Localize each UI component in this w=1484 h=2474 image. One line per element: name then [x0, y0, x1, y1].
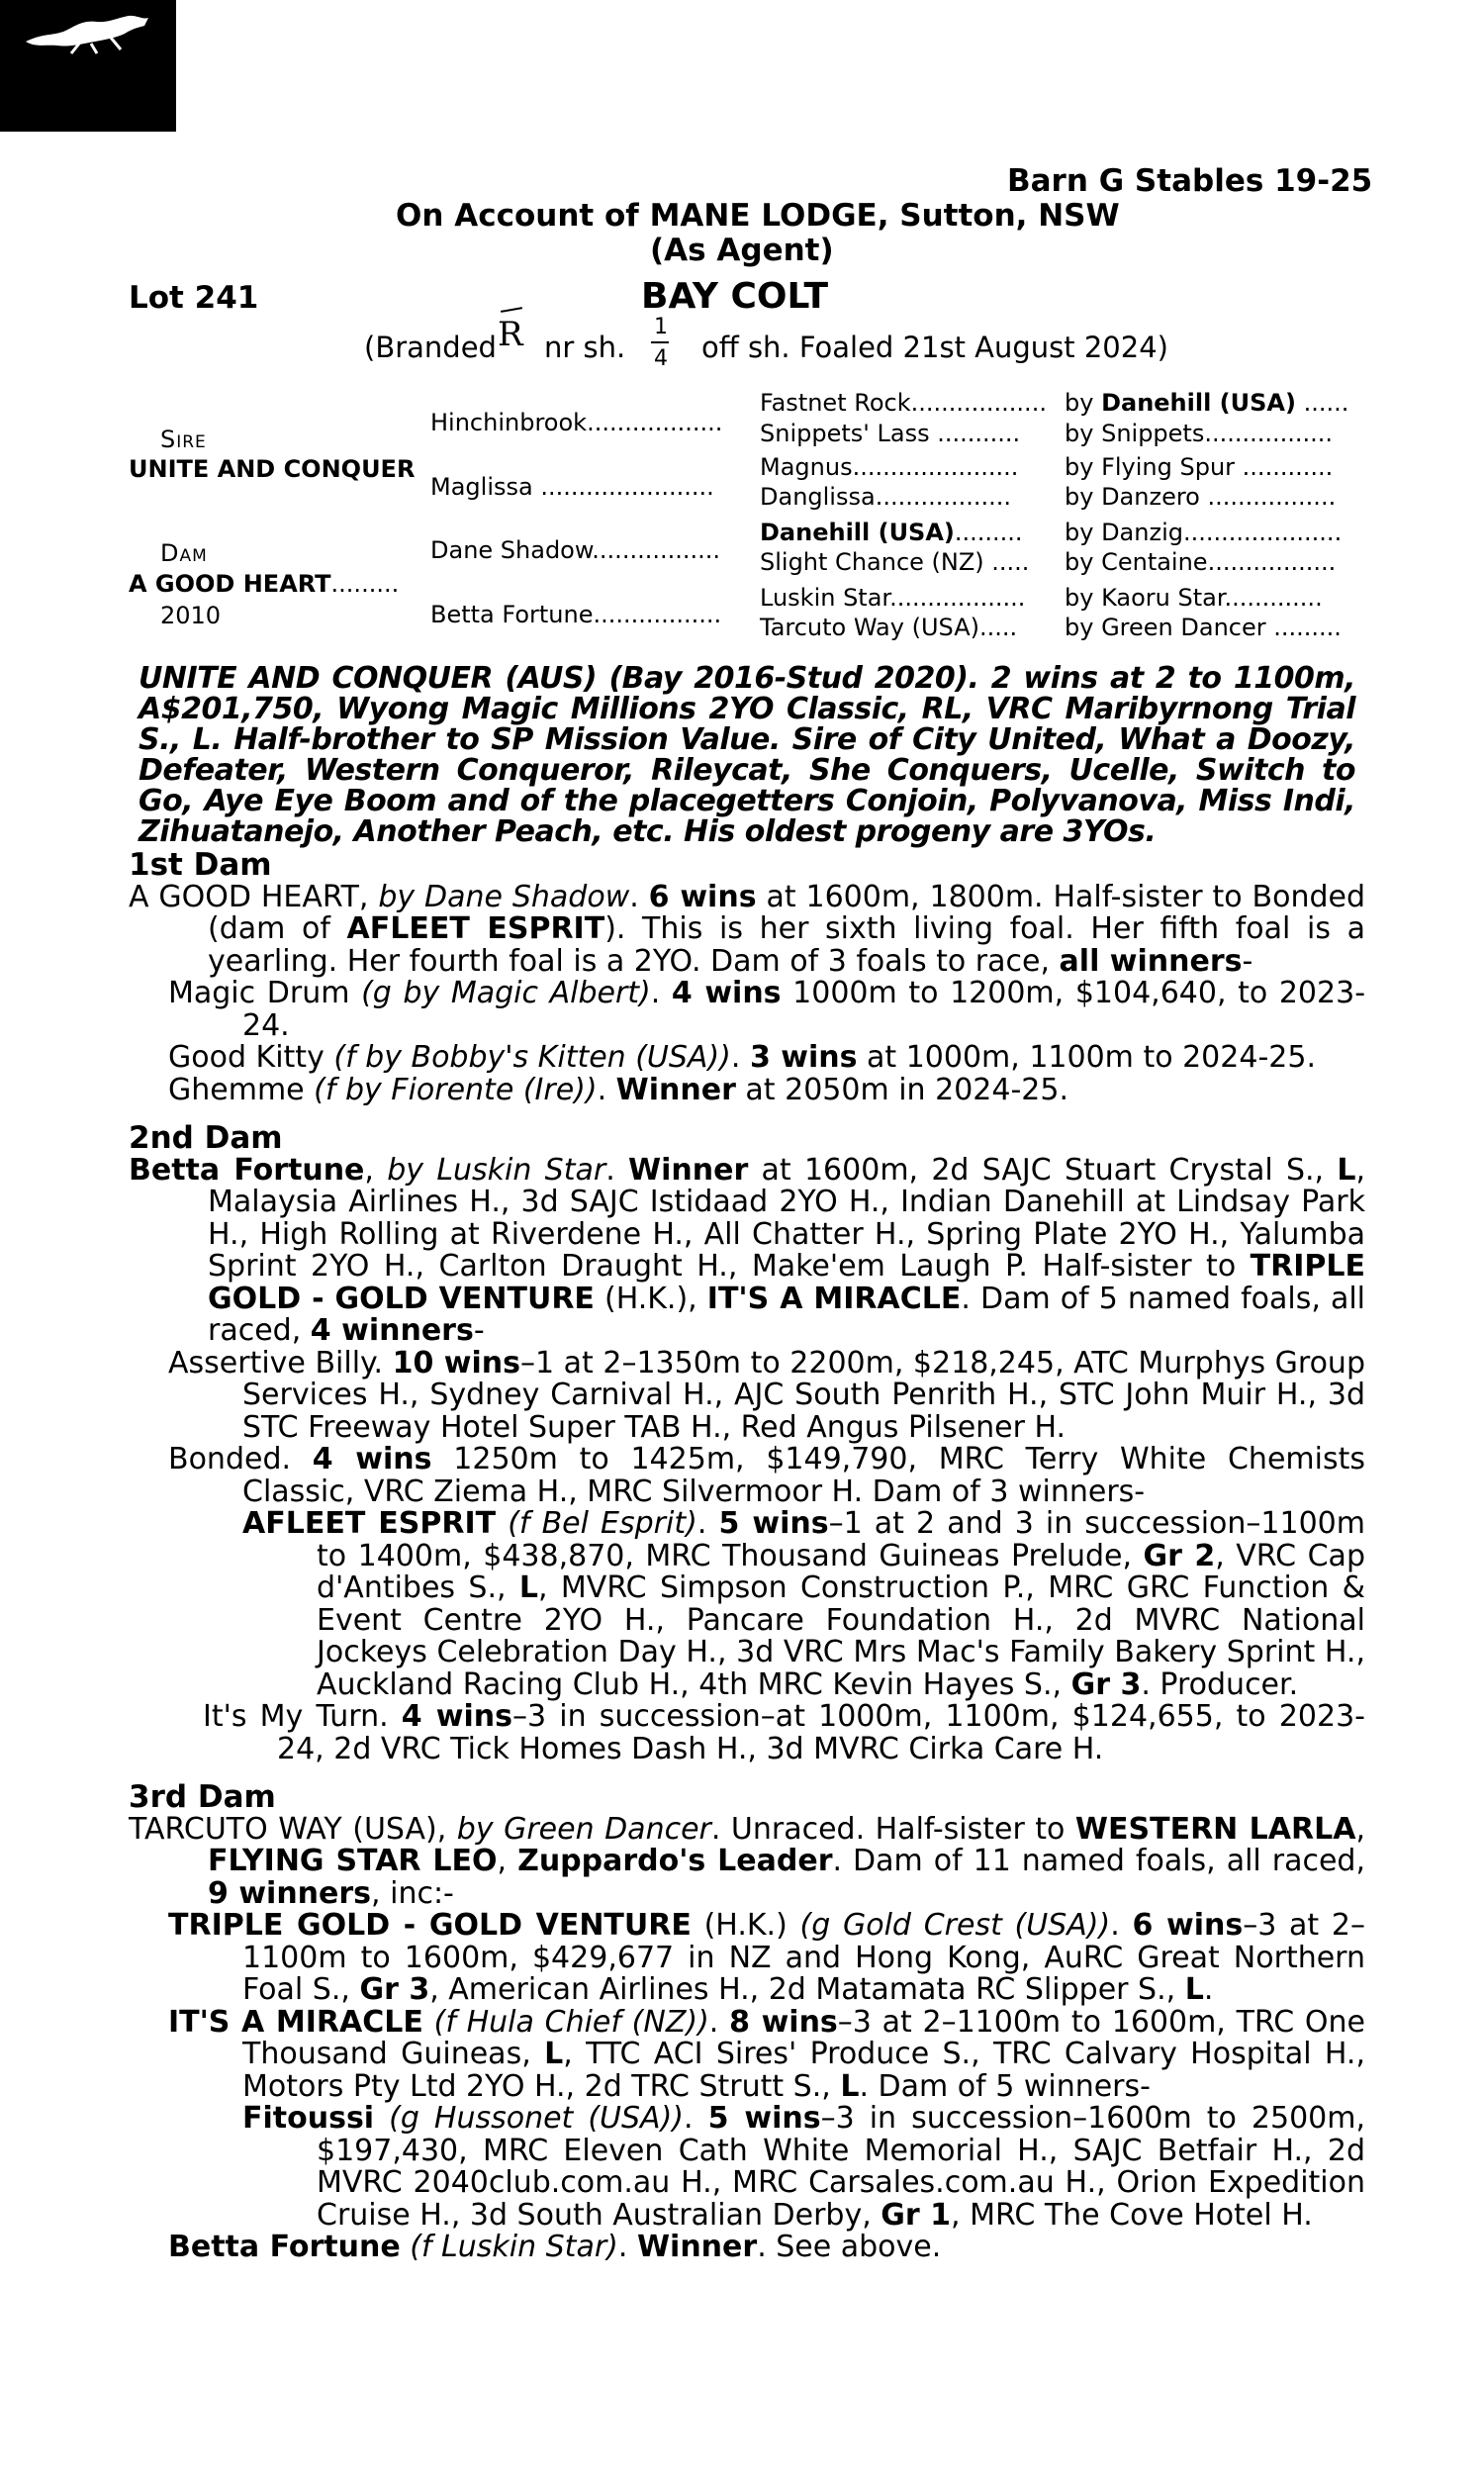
dam-row [129, 570, 399, 598]
by-word: by [1065, 548, 1094, 576]
gen3-sire: Danehill (USA) [1101, 389, 1296, 417]
by-word: by [1065, 483, 1094, 511]
dot-leader: ......... [330, 570, 400, 598]
pedigree-gen3-sire-line [1065, 389, 1348, 417]
by-word: by [1065, 453, 1094, 481]
pedigree-gen3-dam-line [760, 420, 1020, 447]
horse-icon [22, 12, 154, 55]
gen3-name: Snippets' Lass [760, 420, 930, 447]
gen3-sire: Danzig [1101, 519, 1183, 546]
vendor-account: On Account of MANE LODGE, Sutton, NSW [396, 198, 1120, 234]
pedigree-gen3-sire-line [1065, 548, 1336, 576]
progeny-entry: Good Kitty (f by Bobby's Kitten (USA)). 3 wins at 1000m, 1100m to 2024-25. [168, 1040, 1316, 1075]
dot-leader: ................. [592, 536, 720, 564]
progeny-entry: Ghemme (f by Fiorente (Ire)). Winner at 2050m in 2024-25. [168, 1072, 1068, 1107]
pedigree-gen3-dam-line [760, 519, 1023, 546]
pedigree-gen3-dam-line [760, 483, 1011, 511]
dot-leader: ............ [1235, 453, 1334, 481]
section-first-dam: 1st Dam [129, 847, 272, 883]
by-word: by [1065, 519, 1094, 546]
dam-label: Dam [160, 539, 208, 567]
dot-leader: ............. [1224, 584, 1323, 612]
progeny-entry: AFLEET ESPRIT (f Bel Esprit). 5 wins–1 at 2 and 3 in succession–1100m to 1400m, $438,870, MRC Thousand Guineas Prelude, Gr 2, VRC Cap d'Antibes S., L, MVRC Simpson Construction P., MRC GRC Function & Event Centre 2YO H., Pancare Foundation H., 2d MVRC National Jockeys Celebration Day H., 3d VRC Mrs Mac's Family Bakery Sprint H., Auckland Racing Club H., 4th MRC Kevin Hayes S., Gr 3. Producer. [242, 1506, 1365, 1702]
dot-leader: ........... [929, 420, 1021, 447]
progeny-entry: It's My Turn. 4 wins–3 in succession–at 1000m, 1100m, $124,655, to 2023-24, 2d VRC Tick Homes Dash H., 3d MVRC Cirka Care H. [203, 1699, 1366, 1766]
bobs-eligible-logo [0, 0, 809, 132]
gen3-name: Luskin Star [760, 584, 890, 612]
dot-leader: ................. [1199, 483, 1337, 511]
progeny-entry: Magic Drum (g by Magic Albert). 4 wins 1000m to 1200m, $104,640, to 2023-24. [168, 976, 1366, 1043]
gen3-name: Tarcuto Way (USA) [760, 614, 979, 641]
gen2-name: Maglissa [430, 473, 533, 501]
progeny-entry: Fitoussi (g Hussonet (USA)). 5 wins–3 in succession–1600m to 2500m, $197,430, MRC Eleven Cath White Memorial H., SAJC Betfair H., 2d MVRC 2040club.com.au H., MRC Carsales.com.au H., Orion Expedition Cruise H., 3d South Australian Derby, Gr 1, MRC The Cove Hotel H. [242, 2101, 1366, 2233]
gen3-name: Danehill (USA) [760, 519, 955, 546]
gen3-sire: Kaoru Star [1101, 584, 1225, 612]
by-word: by [1065, 584, 1094, 612]
pedigree-gen2-2 [430, 536, 720, 564]
second-dam-entry: Betta Fortune, by Luskin Star. Winner at 1600m, 2d SAJC Stuart Crystal S., L, Malaysia Airlines H., 3d SAJC Istidaad 2YO H., Indian Danehill at Lindsay Park H., High Rolling at Riverdene H., All Chatter H., Spring Plate 2YO H., Yalumba Sprint 2YO H., Carlton Draught H., Make'em Laugh P. Half-sister to TRIPLE GOLD - GOLD VENTURE (H.K.), IT'S A MIRACLE. Dam of 5 named foals, all raced, 4 winners- [129, 1152, 1366, 1348]
gen3-sire: Danzero [1101, 483, 1200, 511]
brand-mark-tilde [501, 307, 522, 313]
first-dam-entry: A GOOD HEART, by Dane Shadow. 6 wins at 1600m, 1800m. Half-sister to Bonded (dam of AFLEET ESPRIT). This is her sixth living foal. Her fifth foal is a yearling. Her fourth foal is a 2YO. Dam of 3 foals to race, all winners- [129, 879, 1366, 979]
sire-name: UNITE AND CONQUER [129, 455, 416, 483]
dam-name: A GOOD HEART [129, 570, 331, 598]
gen3-name: Fastnet Rock [760, 389, 911, 417]
pedigree-gen3-dam-line [760, 389, 1047, 417]
dot-leader: ..................... [1182, 519, 1343, 546]
by-word: by [1065, 389, 1094, 417]
branded-mid: nr sh. [544, 331, 626, 364]
dot-leader: ...................... [852, 453, 1019, 481]
pedigree-gen3-sire-line [1065, 420, 1333, 447]
gen3-sire: Snippets [1101, 420, 1205, 447]
gen3-name: Slight Chance (NZ) [760, 548, 984, 576]
pedigree-gen3-sire-line [1065, 519, 1342, 546]
pedigree-gen3-sire-line [1065, 453, 1333, 481]
progeny-entry: Assertive Billy. 10 wins–1 at 2–1350m to 2200m, $218,245, ATC Murphys Group Services H., Sydney Carnival H., AJC South Penrith H., STC John Muir H., 3d STC Freeway Hotel Super TAB H., Red Angus Pilsener H. [168, 1345, 1365, 1445]
pedigree-gen3-dam-line [760, 584, 1025, 612]
by-word: by [1065, 614, 1094, 641]
dot-leader: ................. [593, 601, 722, 628]
dot-leader: ...... [1295, 389, 1349, 417]
by-word: by [1065, 420, 1094, 447]
sire-label: Sire [160, 426, 207, 453]
pedigree-gen2-0 [430, 409, 722, 436]
dot-leader: ......... [954, 519, 1023, 546]
gen2-name: Dane Shadow [430, 536, 593, 564]
pedigree-gen3-sire-line [1065, 614, 1342, 641]
gen3-sire: Green Dancer [1101, 614, 1266, 641]
gen3-sire: Flying Spur [1101, 453, 1236, 481]
progeny-entry: Bonded. 4 wins 1250m to 1425m, $149,790, MRC Terry White Chemists Classic, VRC Ziema H., MRC Silvermoor H. Dam of 3 winners- [168, 1442, 1365, 1509]
dot-leader: ................. [1207, 548, 1337, 576]
pedigree-gen3-dam-line [760, 548, 1029, 576]
third-dam-entry: TARCUTO WAY (USA), by Green Dancer. Unraced. Half-sister to WESTERN LARLA, FLYING STAR LEO, Zuppardo's Leader. Dam of 11 named foals, all raced, 9 winners, inc:- [129, 1811, 1365, 1911]
gen3-name: Danglissa [760, 483, 876, 511]
pedigree-body [129, 849, 1365, 2264]
dam-year: 2010 [160, 602, 222, 629]
progeny-entry: TRIPLE GOLD - GOLD VENTURE (H.K.) (g Gold Crest (USA)). 6 wins–3 at 2–1100m to 1600m, $429,677 in NZ and Hong Kong, AuRC Great Northern Foal S., Gr 3, American Airlines H., 2d Matamata RC Slipper S., L. [168, 1908, 1365, 2007]
gen2-name: Hinchinbrook [430, 409, 588, 436]
dot-leader: .................. [889, 584, 1026, 612]
pedigree-gen2-1 [430, 473, 714, 501]
pedigree-gen2-3 [430, 601, 721, 628]
branded-suffix: off sh. Foaled 21st August 2024) [701, 331, 1168, 364]
horse-title: BAY COLT [641, 276, 829, 317]
lot-number: Lot 241 [129, 280, 259, 316]
pedigree-gen3-sire-line [1065, 483, 1336, 511]
dot-leader: ................. [1204, 420, 1334, 447]
dot-leader: .................. [587, 409, 723, 436]
vendor-agent: (As Agent) [650, 233, 834, 268]
logo-text-bobs: BOBS [675, 53, 809, 104]
progeny-entry: Betta Fortune (f Luskin Star). Winner. See above. [168, 2230, 942, 2264]
barn-location: Barn G Stables 19-25 [1007, 163, 1373, 199]
pedigree-gen3-dam-line [760, 614, 1017, 641]
logo-text-eligible: ELIGIBLE [692, 102, 792, 120]
dot-leader: ......... [1265, 614, 1342, 641]
pedigree-gen3-dam-line [760, 453, 1018, 481]
sire-comment: UNITE AND CONQUER (AUS) (Bay 2016-Stud 2020). 2 wins at 2 to 1100m, A$201,750, Wyong Magic Millions 2YO Classic, RL, VRC Maribyrnong Trial S., L. Half-brother to SP Mission Value. Sire of City United, What a Doozy, Defeater, Western Conqueror, Rileycat, She Conquers, Ucelle, Switch to Go, Aye Eye Boom and of the placegetters Conjoin, Polyvanova, Miss Indi, Zihuatanejo, Another Peach, etc. His oldest progeny are 3YOs. [139, 661, 1355, 849]
progeny-entry: IT'S A MIRACLE (f Hula Chief (NZ)). 8 wins–3 at 2–1100m to 1600m, TRC One Thousand Guineas, L, TTC ACI Sires' Produce S., TRC Calvary Hospital H., Motors Pty Ltd 2YO H., 2d TRC Strutt S., L. Dam of 5 winners- [168, 2004, 1366, 2104]
pedigree-gen3-sire-line [1065, 584, 1323, 612]
fraction-numerator: 1 [654, 315, 668, 339]
dot-leader: ....................... [532, 473, 714, 501]
dot-leader: ..... [979, 614, 1018, 641]
dot-leader: .................. [875, 483, 1012, 511]
gen3-name: Magnus [760, 453, 853, 481]
fraction-bar [651, 341, 669, 343]
branded-prefix: (Branded [364, 331, 497, 364]
dot-leader: .................. [910, 389, 1047, 417]
section-second-dam: 2nd Dam [129, 1120, 283, 1156]
gen3-sire: Centaine [1101, 548, 1208, 576]
fraction-denominator: 4 [654, 346, 668, 371]
section-third-dam: 3rd Dam [129, 1779, 276, 1815]
dot-leader: ..... [983, 548, 1030, 576]
gen2-name: Betta Fortune [430, 601, 594, 628]
brand-mark-icon: R [498, 315, 523, 354]
